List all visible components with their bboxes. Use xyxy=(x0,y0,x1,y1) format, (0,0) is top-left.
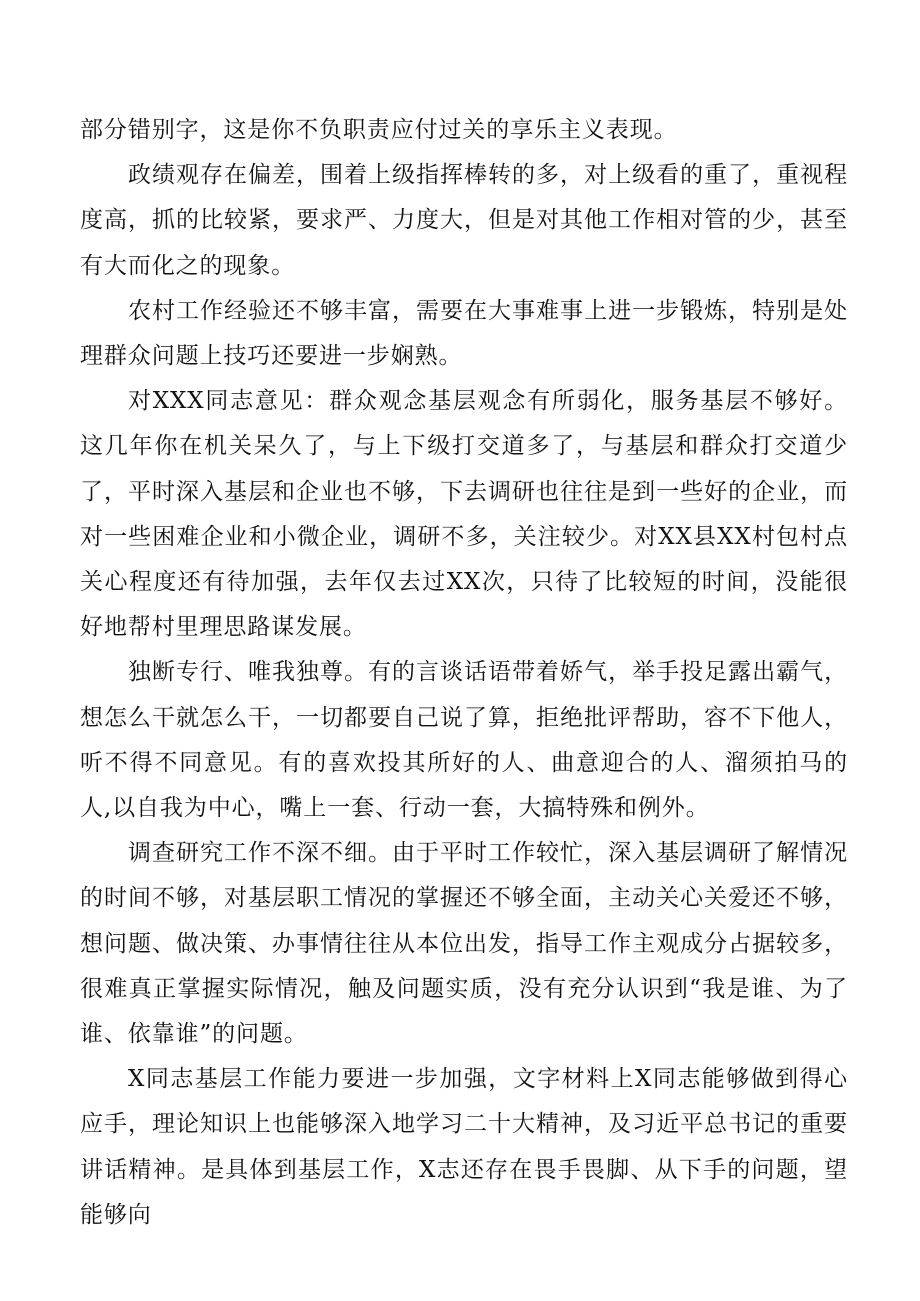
paragraph-3: 农村工作经验还不够丰富，需要在大事难事上进一步锻炼，特别是处理群众问题上技巧还要进一步娴熟。 xyxy=(80,297,848,370)
paragraph-7: X同志基层工作能力要进一步加强，文字材料上X同志能够做到得心应手，理论知识上也能够深入地学习二十大精神，及习近平总书记的重要讲话精神。是具体到基层工作，X志还存在畏手畏脚、从下手的问题，望能够向 xyxy=(80,1066,848,1228)
paragraph-2: 政绩观存在偏差，围着上级指挥棒转的多，对上级看的重了，重视程度高，抓的比较紧，要求严、力度大，但是对其他工作相对管的少，甚至有大而化之的现象。 xyxy=(80,162,848,279)
paragraph-1: 部分错别字，这是你不负职责应付过关的享乐主义表现。 xyxy=(80,117,678,143)
paragraph-5: 独断专行、唯我独尊。有的言谈话语带着娇气，举手投足露出霸气，想怎么干就怎么干，一切都要自己说了算，拒绝批评帮助，容不下他人，听不得不同意见。有的喜欢投其所好的人、曲意迎合的人、溜须拍马的人,以自我为中心，嘴上一套、行动一套，大搞特殊和例外。 xyxy=(80,659,848,822)
paragraph-6: 调查研究工作不深不细。由于平时工作较忙，深入基层调研了解情况的时间不够，对基层职工情况的掌握还不够全面，主动关心关爱还不够，想问题、做决策、办事情往往从本位出发，指导工作主观成分占据较多，很难真正掌握实际情况，触及问题实质，没有充分认识到“我是谁、为了谁、依靠谁”的问题。 xyxy=(80,840,848,1048)
paragraph-4: 对XXX同志意见：群众观念基层观念有所弱化，服务基层不够好。这几年你在机关呆久了，与上下级打交道多了，与基层和群众打交道少了，平时深入基层和企业也不够，下去调研也往往是到一些好的企业，而对一些困难企业和小微企业，调研不多，关注较少。对XX县XX村包村点关心程度还有待加强，去年仅去过XX次，只待了比较短的时间，没能很好地帮村里理思路谋发展。 xyxy=(80,388,848,641)
document-body xyxy=(80,108,848,1238)
